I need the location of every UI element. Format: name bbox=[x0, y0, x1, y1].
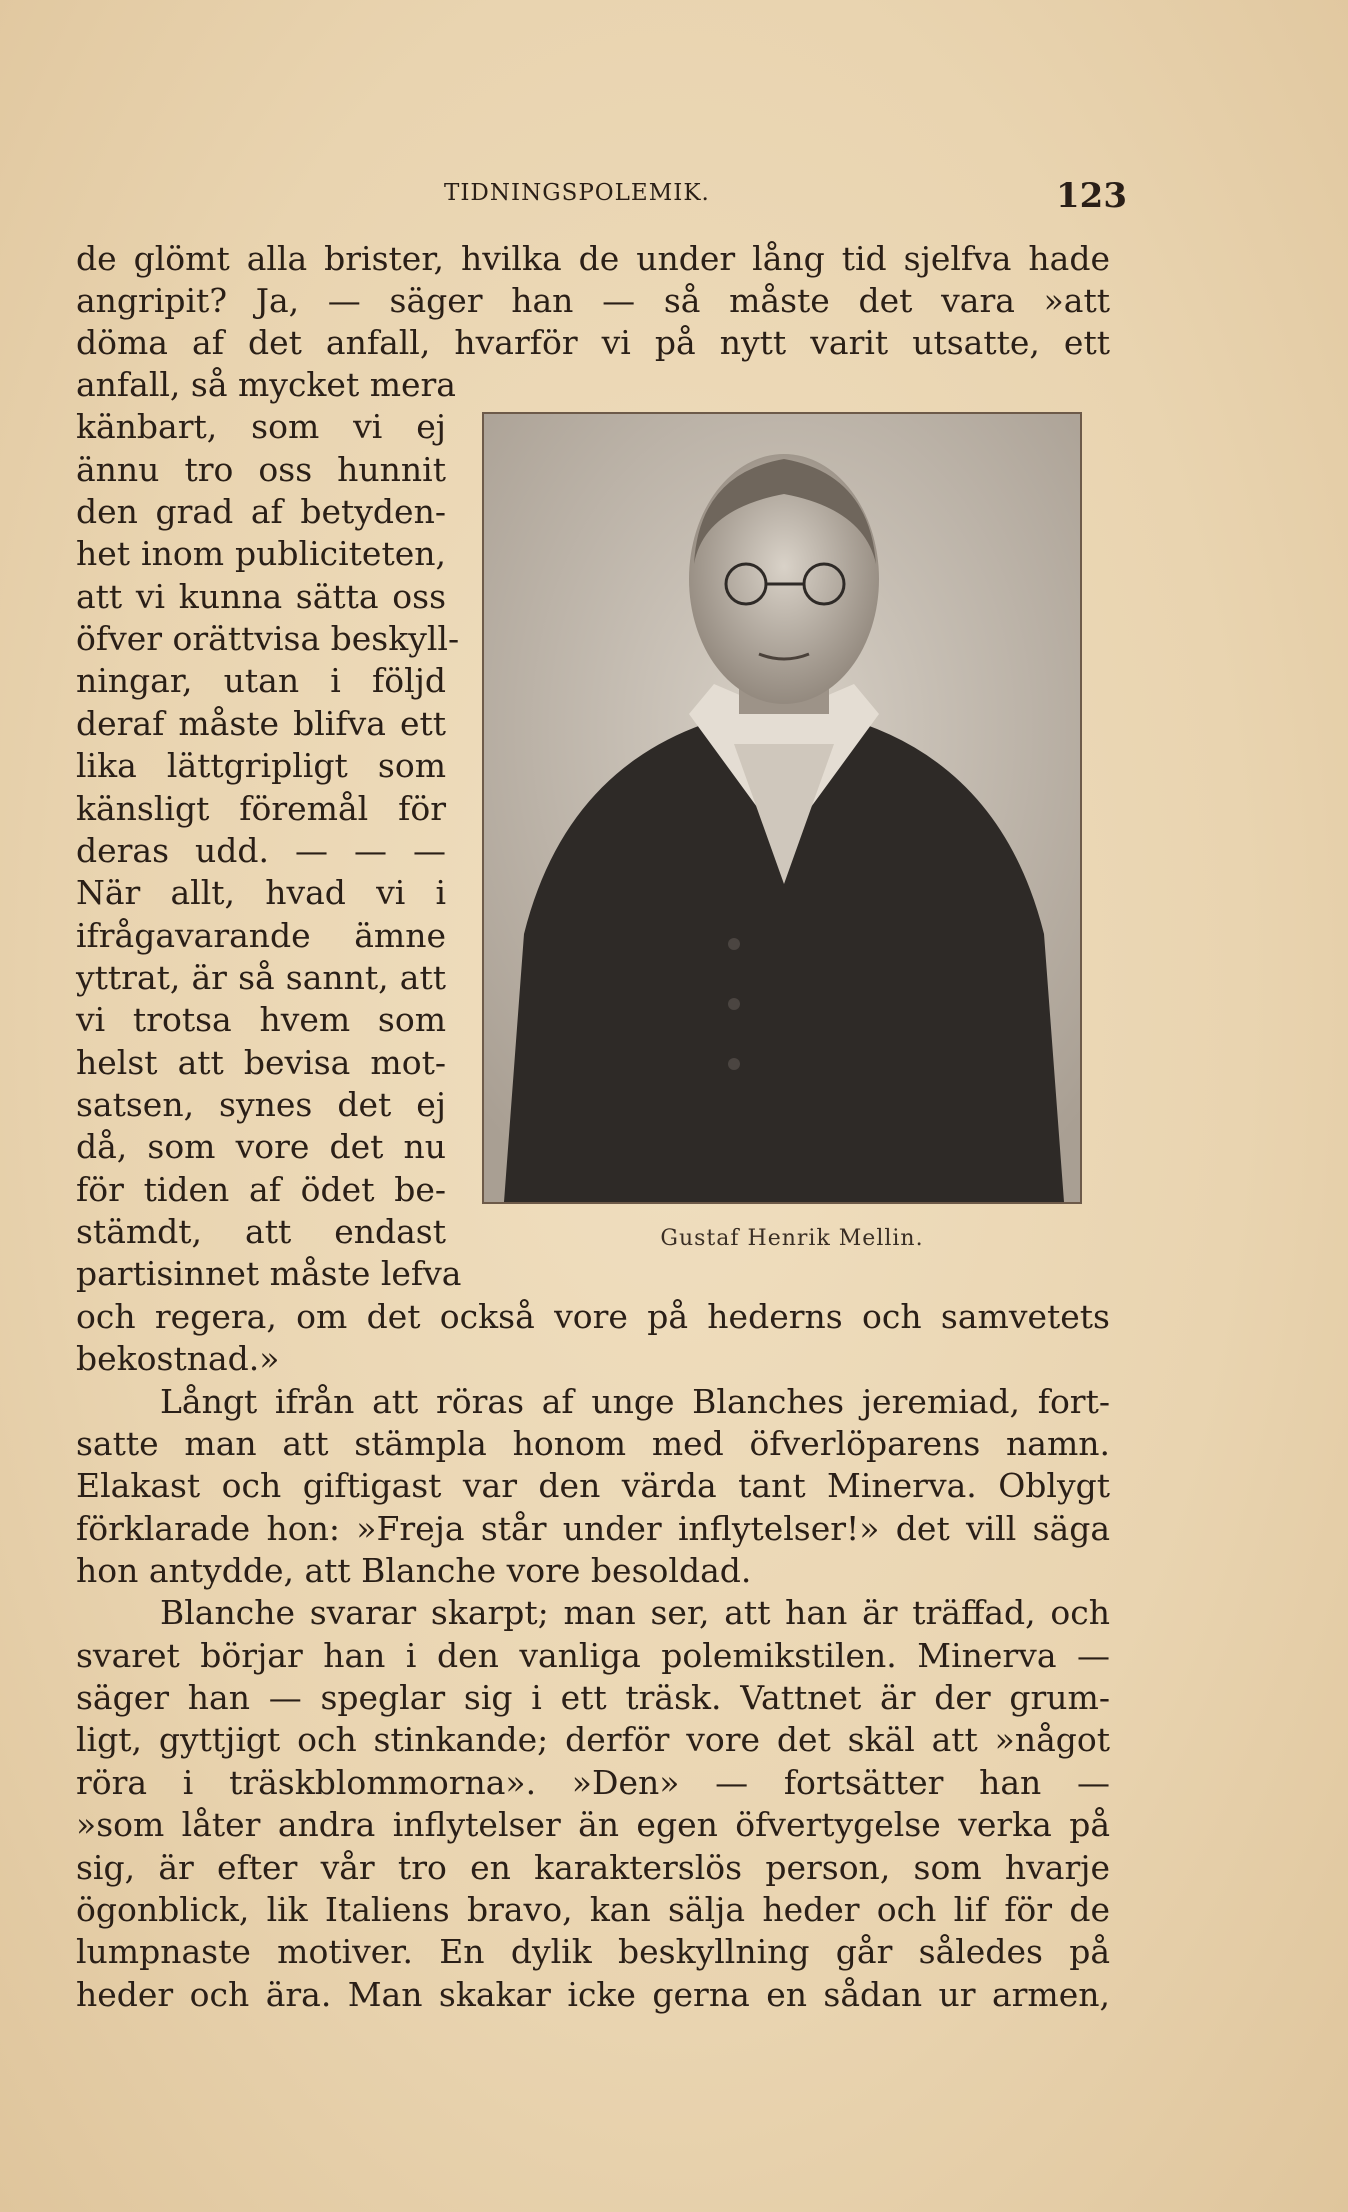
text-line: angripit? Ja, — säger han — så måste det vara »att bbox=[76, 281, 1110, 320]
text-line: ännu tro oss hunnit bbox=[76, 450, 446, 489]
text-line: döma af det anfall, hvarför vi på nytt varit utsatte, ett bbox=[76, 323, 1110, 362]
text-line: hon antydde, att Blanche vore besoldad. bbox=[76, 1551, 752, 1590]
text-line: helst att bevisa mot- bbox=[76, 1043, 446, 1082]
text-line: deraf måste blifva ett bbox=[76, 704, 446, 743]
text-line: lika lättgripligt som bbox=[76, 746, 446, 785]
text-line: då, som vore det nu bbox=[76, 1127, 446, 1166]
text-line: säger han — speglar sig i ett träsk. Vattnet är der grum- bbox=[76, 1678, 1110, 1717]
page-header bbox=[0, 176, 1348, 216]
text-line: satte man att stämpla honom med öfverlöparens namn. bbox=[76, 1424, 1110, 1463]
text-line: ifrågavarande ämne bbox=[76, 916, 446, 955]
text-line: ningar, utan i följd bbox=[76, 661, 446, 700]
text-line: den grad af betyden- bbox=[76, 492, 446, 531]
text-line: heder och ära. Man skakar icke gerna en sådan ur armen, bbox=[76, 1975, 1110, 2014]
text-line: Elakast och giftigast var den värda tant Minerva. Oblygt bbox=[76, 1466, 1110, 1505]
text-line: Blanche svarar skarpt; man ser, att han är träffad, och bbox=[160, 1593, 1110, 1632]
text-line: het inom publiciteten, bbox=[76, 534, 446, 573]
text-line: Långt ifrån att röras af unge Blanches jeremiad, fort- bbox=[160, 1382, 1110, 1421]
text-line: ligt, gyttjigt och stinkande; derför vore det skäl att »något bbox=[76, 1720, 1110, 1759]
running-title: TIDNINGSPOLEMIK. bbox=[444, 180, 710, 206]
text-line: deras udd. — — — bbox=[76, 831, 446, 870]
text-line: öfver orättvisa beskyll- bbox=[76, 619, 460, 658]
text-line: vi trotsa hvem som bbox=[76, 1000, 446, 1039]
text-line: och regera, om det också vore på hederns och samvetets bbox=[76, 1297, 1110, 1336]
text-line: att vi kunna sätta oss bbox=[76, 577, 446, 616]
text-line: lumpnaste motiver. En dylik beskyllning går således på bbox=[76, 1932, 1110, 1971]
portrait-caption: Gustaf Henrik Mellin. bbox=[660, 1226, 924, 1251]
text-line: förklarade hon: »Freja står under inflytelser!» det vill säga bbox=[76, 1509, 1110, 1548]
text-line: känsligt föremål för bbox=[76, 789, 446, 828]
text-line: partisinnet måste lefva bbox=[76, 1254, 462, 1293]
text-line: bekostnad.» bbox=[76, 1339, 280, 1378]
text-line: anfall, så mycket mera bbox=[76, 365, 456, 404]
text-line: ögonblick, lik Italiens bravo, kan sälja heder och lif för de bbox=[76, 1890, 1110, 1929]
page-number: 123 bbox=[1056, 176, 1127, 216]
text-line: svaret börjar han i den vanliga polemikstilen. Minerva — bbox=[76, 1636, 1110, 1675]
text-line: de glömt alla brister, hvilka de under lång tid sjelfva hade bbox=[76, 239, 1110, 278]
text-line: När allt, hvad vi i bbox=[76, 873, 446, 912]
text-line: stämdt, att endast bbox=[76, 1212, 446, 1251]
text-line: satsen, synes det ej bbox=[76, 1085, 446, 1124]
text-line: sig, är efter vår tro en karakterslös person, som hvarje bbox=[76, 1848, 1110, 1887]
portrait-engraving bbox=[482, 412, 1082, 1204]
text-line: »som låter andra inflytelser än egen öfvertygelse verka på bbox=[76, 1805, 1110, 1844]
text-line: känbart, som vi ej bbox=[76, 407, 446, 446]
text-line: röra i träskblommorna». »Den» — fortsätter han — bbox=[76, 1763, 1110, 1802]
text-line: för tiden af ödet be- bbox=[76, 1170, 446, 1209]
text-line: yttrat, är så sannt, att bbox=[76, 958, 446, 997]
